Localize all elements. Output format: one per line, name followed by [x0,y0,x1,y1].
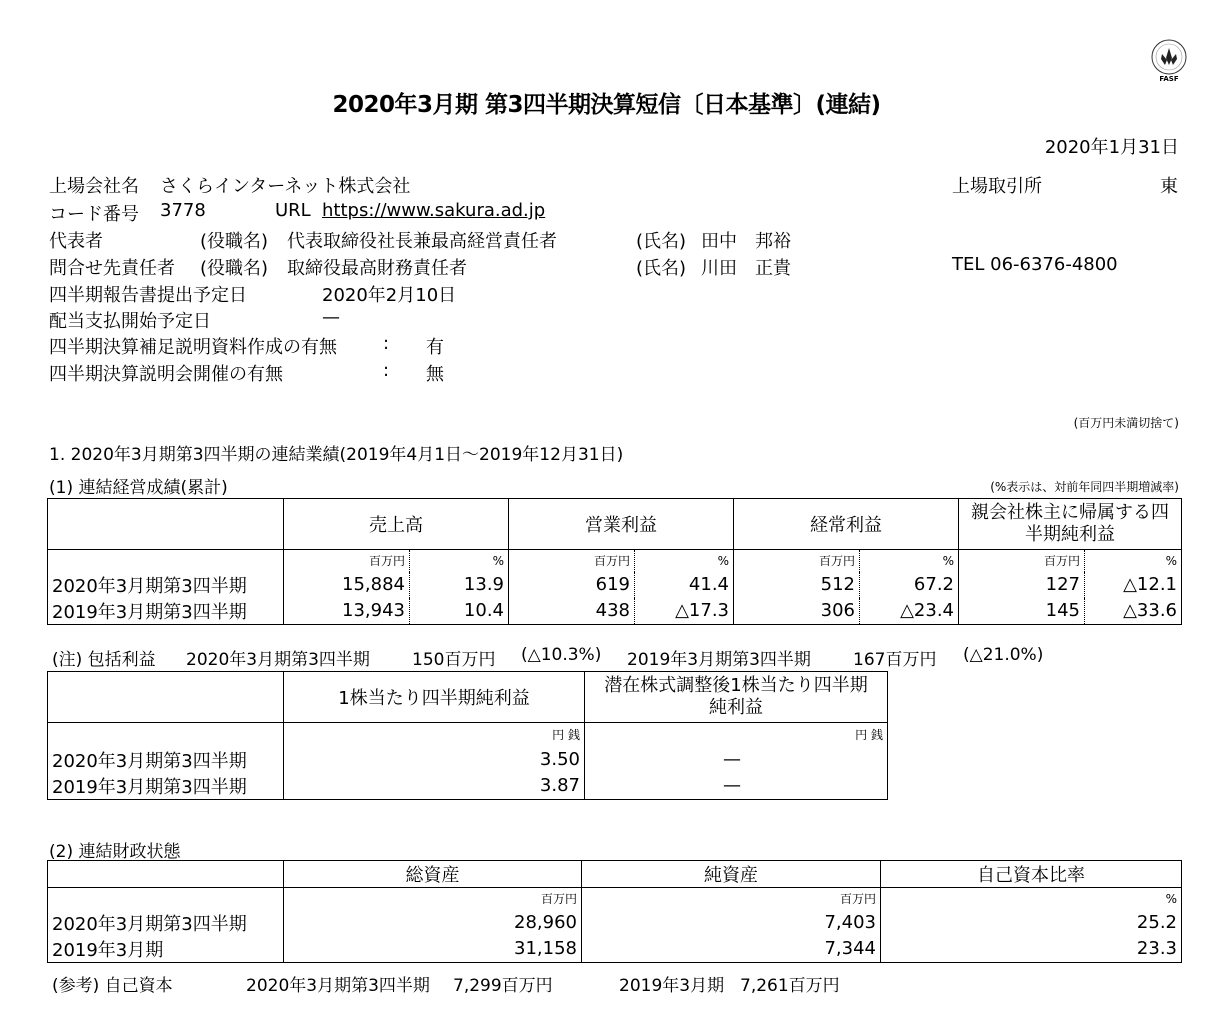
url-label: URL [275,200,311,221]
representative-name: 田中 邦裕 [701,231,791,252]
row-label: 2020年3月期第3四半期 [48,572,284,598]
financial-header-total-assets: 総資産 [284,861,582,888]
cell-value: 23.3 [1136,938,1177,960]
cell-value: 512 [820,574,855,595]
comprehensive-current-pct: (△10.3%) [521,645,602,665]
supplement-colon: : [383,333,390,354]
table-row [48,936,1182,963]
results-header-ordinary: 経常利益 [734,499,959,550]
svg-text:FASF: FASF [1159,75,1179,83]
row-label: 2019年3月期第3四半期 [48,598,284,625]
financial-table [47,860,1182,963]
code-value: 3778 [160,200,206,221]
results-table [47,498,1182,625]
cell-value: 13,943 [342,600,405,621]
eps-header-diluted-line2: 純利益 [709,697,763,718]
financial-unit: 百万円 [582,888,881,910]
cell-value: 619 [595,574,630,595]
comprehensive-prior-value: 167百万円 [853,650,937,670]
row-label: 2019年3月期第3四半期 [48,773,284,800]
cell-value: △23.4 [860,598,959,625]
results-header-sales: 売上高 [284,499,509,550]
results-unit-amount: 百万円 [818,554,855,569]
representative-position-label: (役職名) [200,231,269,252]
company-label: 上場会社名 [49,176,139,197]
contact-label: 問合せ先責任者 [49,258,175,279]
financial-corner [48,861,284,888]
cell-value: 145 [1045,600,1080,621]
exchange-label: 上場取引所 [952,176,1042,197]
eps-header-basic: 1株当たり四半期純利益 [284,672,585,723]
eps-header-diluted [585,672,888,723]
cell-value: 306 [820,600,855,621]
results-unit-pct: % [635,550,734,572]
report-date-value: 2020年2月10日 [322,285,457,306]
financial-unit-empty [48,888,284,910]
contact-position-label: (役職名) [200,258,269,279]
cell-value: 15,884 [342,574,405,595]
cell-value: 3.50 [284,747,585,773]
cell-value: — [723,775,741,797]
eps-header-diluted-line1: 潜在株式調整後1株当たり四半期 [604,675,868,696]
document-title: 2020年3月期 第3四半期決算短信〔日本基準〕(連結) [332,92,881,118]
table-row [48,598,1182,625]
representative-name-label: (氏名) [636,231,687,252]
comprehensive-current-value: 150百万円 [412,650,496,670]
company-name: さくらインターネット株式会社 [160,176,411,197]
eps-unit-empty [48,723,284,747]
cell-value: — [723,749,741,770]
results-unit-amount: 百万円 [593,554,630,569]
table-row [48,773,888,800]
cell-value: △12.1 [1085,572,1182,598]
comprehensive-current-label: 2020年3月期第3四半期 [186,650,370,670]
results-header-net-line1: 親会社株主に帰属する四 [971,502,1169,523]
rounding-note: (百万円未満切捨て) [1073,416,1179,430]
cell-value: 3.87 [284,773,585,800]
financial-header-equity-ratio: 自己資本比率 [881,861,1182,888]
cell-value: 13.9 [410,572,509,598]
row-label: 2020年3月期第3四半期 [48,910,284,936]
comprehensive-label: (注) 包括利益 [52,650,156,670]
sub2-title: (2) 連結財政状態 [49,842,181,862]
cell-value: 7,344 [582,936,881,963]
briefing-colon: : [383,360,390,381]
eps-corner [48,672,284,723]
results-unit-amount: 百万円 [1043,554,1080,569]
publish-date: 2020年1月31日 [1044,137,1179,158]
contact-name-label: (氏名) [636,258,687,279]
cell-value: 67.2 [860,572,959,598]
contact-tel: TEL 06-6376-4800 [952,254,1118,275]
cell-value: △33.6 [1085,598,1182,625]
results-header-net [959,499,1182,550]
reference-current-label: 2020年3月期第3四半期 [246,976,430,996]
representative-position: 代表取締役社長兼最高経営責任者 [287,231,557,252]
contact-position: 取締役最高財務責任者 [287,258,467,279]
results-unit-empty [48,550,284,572]
table-row [48,910,1182,936]
eps-table [47,671,888,800]
section1-title: 1. 2020年3月期第3四半期の連結業績(2019年4月1日～2019年12月31日) [49,445,624,465]
results-unit-pct: % [1085,550,1182,572]
financial-unit: 百万円 [284,888,582,910]
reference-prior-label: 2019年3月期 [619,976,725,996]
supplement-value: 有 [426,337,444,358]
dividend-date-label: 配当支払開始予定日 [49,311,211,332]
reference-prior-value: 7,261百万円 [740,976,840,996]
cell-value: 28,960 [284,910,582,936]
dividend-date-value: — [322,307,340,328]
table-row [48,572,1182,598]
cell-value: △17.3 [635,598,734,625]
reference-current-value: 7,299百万円 [453,976,553,996]
representative-label: 代表者 [49,231,103,252]
results-unit-pct: % [410,550,509,572]
supplement-label: 四半期決算補足説明資料作成の有無 [49,337,337,358]
results-header-net-line2: 半期純利益 [1025,524,1115,545]
briefing-label: 四半期決算説明会開催の有無 [49,364,283,385]
financial-header-net-assets: 純資産 [582,861,881,888]
results-corner [48,499,284,550]
sub1-note: (%表示は、対前年同四半期増減率) [990,480,1179,494]
results-unit-amount: 百万円 [368,554,405,569]
comprehensive-prior-pct: (△21.0%) [963,645,1044,665]
row-label: 2019年3月期 [48,936,284,963]
company-url-link[interactable]: https://www.sakura.ad.jp [322,200,546,221]
table-row [48,747,888,773]
cell-value: 31,158 [284,936,582,963]
comprehensive-prior-label: 2019年3月期第3四半期 [627,650,811,670]
exchange-value: 東 [1160,176,1178,197]
eps-unit: 円 銭 [855,728,883,743]
row-label: 2020年3月期第3四半期 [48,747,284,773]
fasf-logo [1150,38,1188,84]
financial-unit: % [1165,891,1177,906]
results-header-operating: 営業利益 [509,499,734,550]
reference-label: (参考) 自己資本 [52,976,173,996]
contact-name: 川田 正貴 [701,258,791,279]
cell-value: 41.4 [635,572,734,598]
results-unit-pct: % [860,550,959,572]
cell-value: 25.2 [1136,912,1177,933]
eps-unit: 円 銭 [284,723,585,747]
sub1-title: (1) 連結経営成績(累計) [49,478,228,498]
cell-value: 7,403 [582,910,881,936]
cell-value: 438 [595,600,630,621]
code-label: コード番号 [49,204,139,225]
cell-value: 127 [1045,574,1080,595]
report-date-label: 四半期報告書提出予定日 [49,285,247,306]
cell-value: 10.4 [410,598,509,625]
briefing-value: 無 [426,364,444,385]
